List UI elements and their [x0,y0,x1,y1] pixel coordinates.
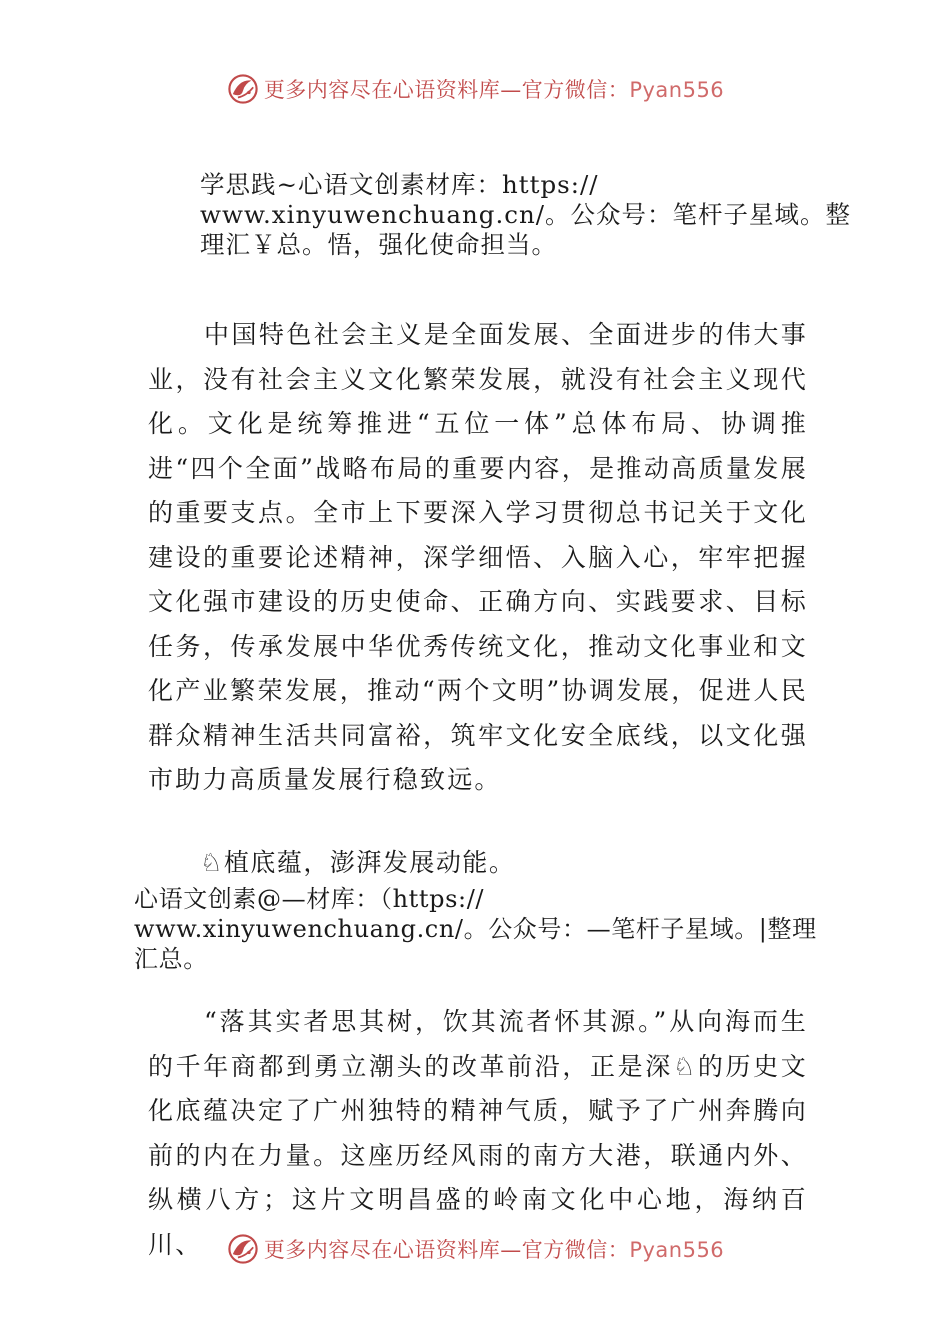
insert-1-line-1: 学思践~心语文创素材库：https:// [200,170,599,199]
body-paragraph-2: “落其实者思其树，饮其流者怀其源。”从向海而生的千年商都到勇立潮头的改革前沿，正是深♘的历史文化底蕴决定了广州独特的精神气质，赋予了广州奔腾向前的内在力量。这座历经风雨的南方大港，联通内外、纵横八方；这片文明昌盛的岭南文化中心地，海纳百川、 [148,1007,808,1259]
insert-1-line-3: 理汇￥总。悟，强化使命担当。 [200,230,557,259]
body-paragraph-1: 中国特色社会主义是全面发展、全面进步的伟大事业，没有社会主义文化繁荣发展，就没有社会主义现代化。文化是统筹推进“五位一体”总体布局、协调推进“四个全面”战略布局的重要内容，是推动高质量发展的重要支点。全市上下要深入学习贯彻总书记关于文化建设的重要论述精神，深学细悟、入脑入心，牢牢把握文化强市建设的历史使命、正确方向、实践要求、目标任务，传承发展中华优秀传统文化，推动文化事业和文化产业繁荣发展，推动“两个文明”协调发展，促进人民群众精神生活共同富裕，筑牢文化安全底线，以文化强市助力高质量发展行稳致远。 [148,320,808,794]
watermark-text: 更多内容尽在心语资料库—官方微信：Pyan556 [263,1238,725,1262]
xinyu-logo-icon [226,72,260,106]
wechat-id: Pyan556 [629,1238,725,1262]
insert-2-line-3: 汇总。 [134,945,208,973]
footer-watermark [0,1232,950,1266]
header-watermark [0,72,950,106]
insert-2-line-2: www.xinyuwenchuang.cn/。公众号：—笔杆子星域。|整理 [134,915,817,943]
inserted-ad-text-1 [200,170,851,260]
watermark-text: 更多内容尽在心语资料库—官方微信：Pyan556 [263,78,725,102]
insert-1-line-2: www.xinyuwenchuang.cn/。公众号：笔杆子星域。整 [200,200,851,229]
insert-2-line-1: 心语文创素@—材库：（https:// [134,885,485,913]
xinyu-logo-icon [226,1232,260,1266]
inserted-ad-text-2 [134,884,834,974]
wechat-id: Pyan556 [629,78,725,102]
section-heading: ♘植底蕴，澎湃发展动能。 [200,848,516,877]
